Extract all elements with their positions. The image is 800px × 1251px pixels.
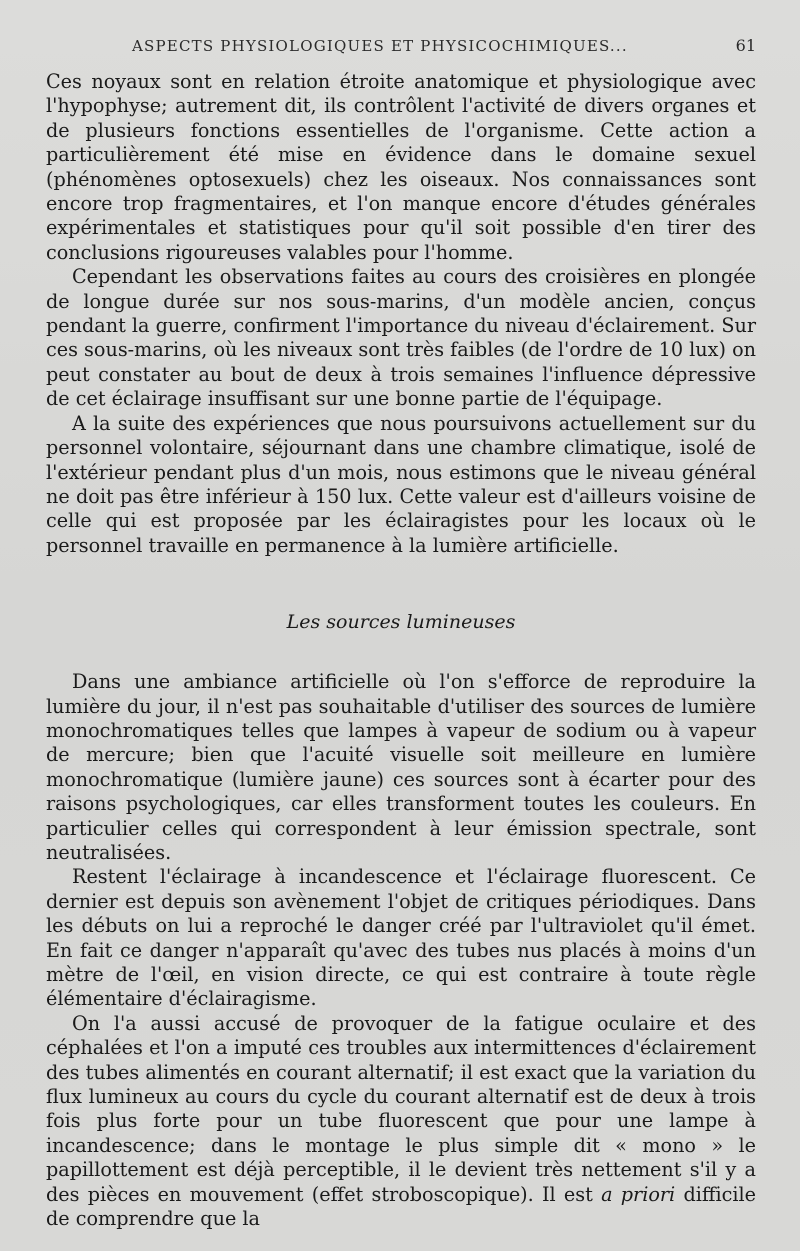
body-text: [46, 70, 756, 1231]
italic-a-priori: a priori: [601, 1182, 676, 1206]
paragraph-last: [46, 1012, 756, 1232]
page-number: 61: [735, 36, 756, 55]
running-head-title: ASPECTS PHYSIOLOGIQUES ET PHYSICOCHIMIQUES...: [132, 37, 628, 55]
paragraph-last-text-end: difficile de comprendre que la: [46, 1182, 756, 1231]
paragraph: Restent l'éclairage à incandescence et l'éclairage fluorescent. Ce dernier est depuis son avènement l'objet de critiques périodiques. Dans les débuts on lui a reproché le danger créé par l'ultraviolet qu'il émet. En fait ce danger n'apparaît qu'avec des tubes nus placés à moins d'un mètre de l'œil, en vision directe, ce qui est contraire à toute règle élémentaire d'éclairagisme.: [46, 865, 756, 1011]
paragraph-continued: Ces noyaux sont en relation étroite anatomique et physiologique avec l'hypophyse; autrement dit, ils contrôlent l'activité de divers organes et de plusieurs fonctions essentielles de l'organisme. Cette action a particulièrement été mise en évidence dans le domaine sexuel (phénomènes optosexuels) chez les oiseaux. Nos connaissances sont encore trop fragmentaires, et l'on manque encore d'études générales expérimentales et statistiques pour qu'il soit possible d'en tirer des conclusions rigoureuses valables pour l'homme.: [46, 70, 756, 264]
paragraph-last-text-start: On l'a aussi accusé de provoquer de la fatigue oculaire et des céphalées et l'on a imputé ces troubles aux intermittences d'éclairement des tubes alimentés en courant alternatif; il est exact que la variation du flux lumineux au cours du cycle du courant alternatif est de deux à trois fois plus forte pour un tube fluorescent que pour une lampe à incandescence; dans le montage le plus simple dit « mono » le papillottement est déjà perceptible, il le devient très nettement s'il y a des pièces en mouvement (effet stroboscopique). Il est: [46, 1011, 756, 1206]
running-head: [46, 36, 756, 60]
paragraph: Cependant les observations faites au cours des croisières en plongée de longue durée sur nos sous-marins, d'un modèle ancien, conçus pendant la guerre, confirment l'importance du niveau d'éclairement. Sur ces sous-marins, où les niveaux sont très faibles (de l'ordre de 10 lux) on peut constater au bout de deux à trois semaines l'influence dépressive de cet éclairage insuffisant sur une bonne partie de l'équipage.: [46, 265, 756, 411]
section-heading: Les sources lumineuses: [286, 611, 516, 634]
paragraph: A la suite des expériences que nous poursuivons actuellement sur du personnel volontaire, séjournant dans une chambre climatique, isolé de l'extérieur pendant plus d'un mois, nous estimons que le niveau général ne doit pas être inférieur à 150 lux. Cette valeur est d'ailleurs voisine de celle qui est proposée par les éclairagistes pour les locaux où le personnel travaille en permanence à la lumière artificielle.: [46, 411, 756, 557]
paragraph: Dans une ambiance artificielle où l'on s'efforce de reproduire la lumière du jour, il n'est pas souhaitable d'utiliser des sources de lumière monochromatiques telles que lampes à vapeur de sodium ou à vapeur de mercure; bien que l'acuité visuelle soit meilleure en lumière monochromatique (lumière jaune) ces sources sont à écarter pour des raisons psychologiques, car elles transforment toutes les couleurs. En particulier celles qui correspondent à leur émission spectrale, sont neutralisées.: [46, 670, 756, 864]
